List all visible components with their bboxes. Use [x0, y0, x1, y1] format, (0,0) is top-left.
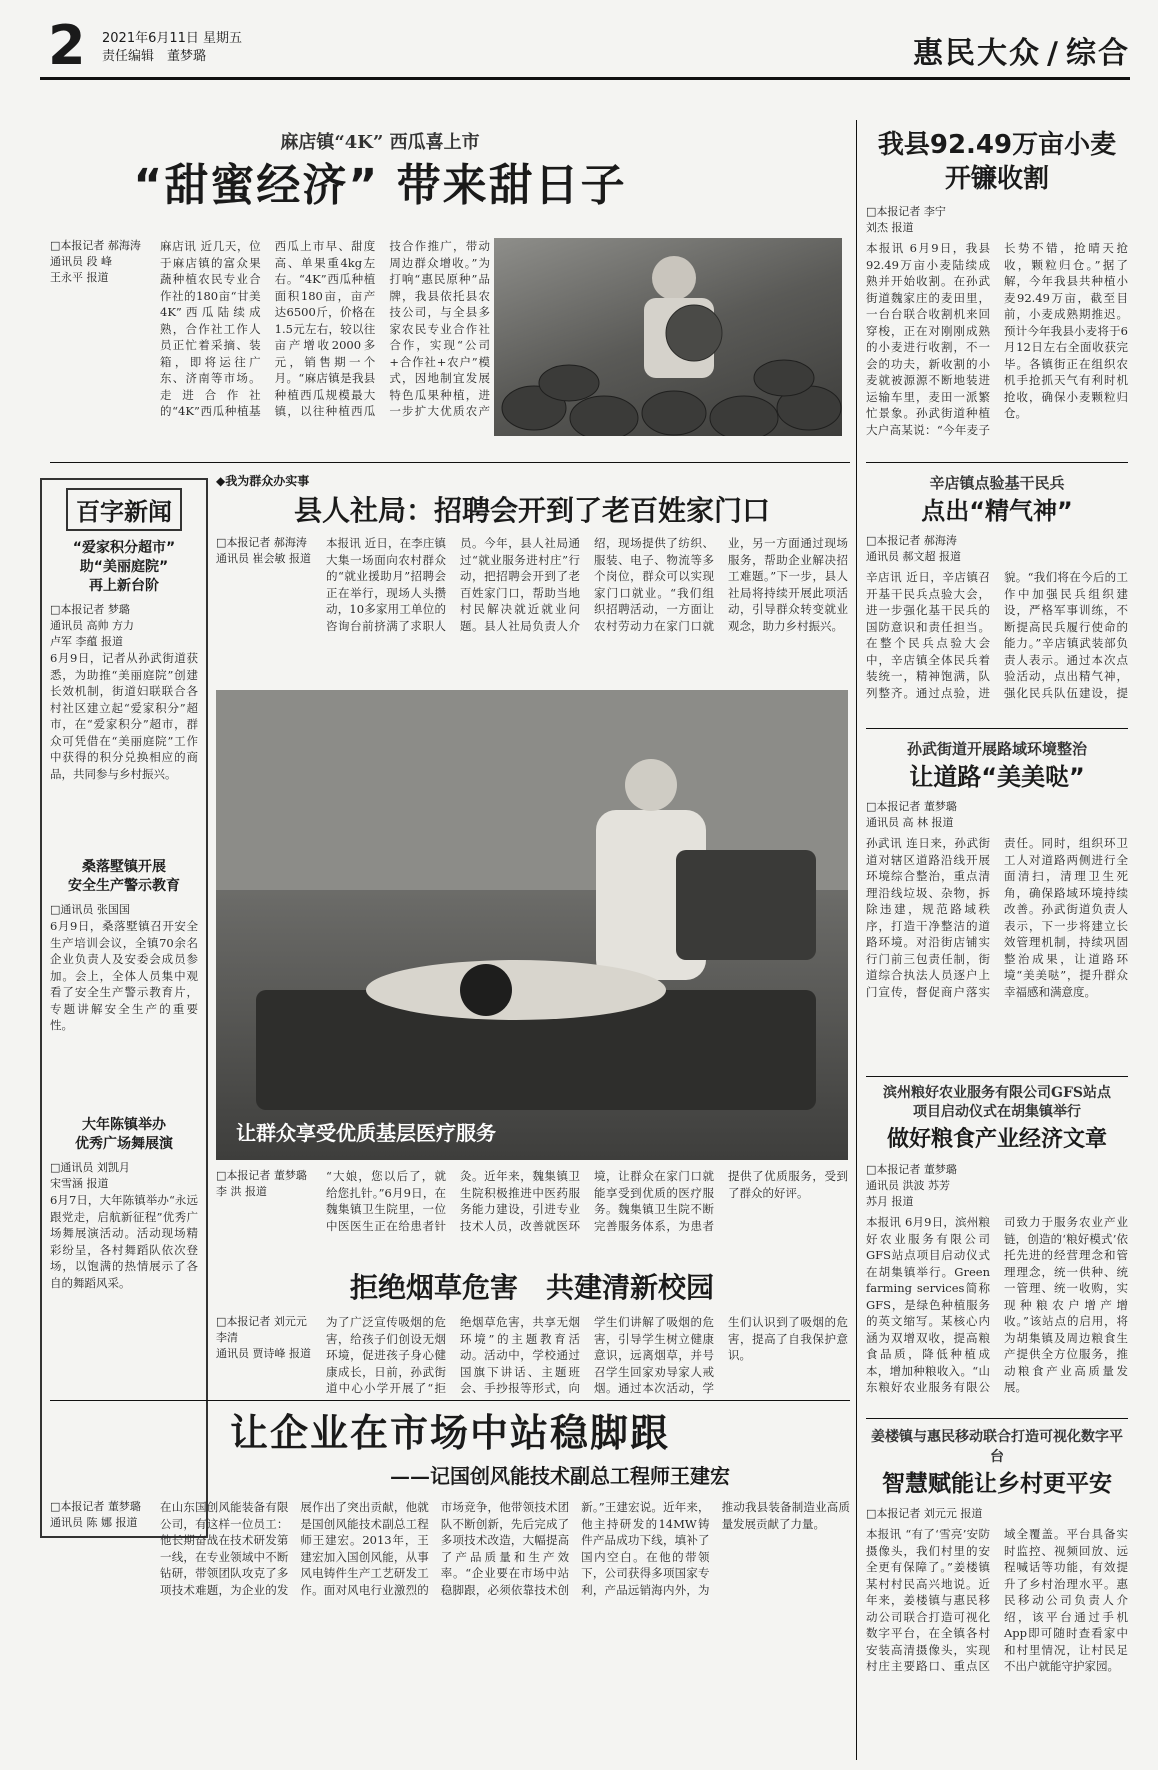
lead-body-wrap: [50, 238, 490, 418]
page-header: [40, 14, 1130, 80]
village-article: [866, 1426, 1128, 1770]
page-number: 2: [48, 14, 86, 77]
lead-byline: □本报记者 郝海涛 通讯员 段 峰 王永平 报道: [50, 239, 141, 284]
wheat-byline: □本报记者 李宁 刘杰 报道: [866, 205, 946, 234]
divider: [50, 462, 850, 463]
brief-title: 桑落墅镇开展 安全生产警示教育: [68, 859, 180, 894]
brief-item: [50, 858, 198, 1108]
section-name: 综合: [1066, 36, 1130, 71]
grain-article: [866, 1084, 1128, 1414]
watermelon-illustration: [494, 238, 842, 436]
jobfair-body: 本报讯 近日，在李庄镇大集一场面向农村群众的“就业援助月”招聘会正在举行，现场人头攒动，10多家用工单位的咨询台前挤满了求职人员。今年，县人社局通过“就业服务进村庄”行动，把招聘会开到了老百姓家门口，帮助当地村民解决就近就业问题。县人社局负责人介绍，现场提供了纺织、服装、电子、物流等多个岗位，群众可以实现家门口就业。“我们组织招聘活动，一方面让农村劳动力在家门口就业，另一方面通过现场服务，帮助企业解决招工难题。”下一步，县人社局将持续开展此项活动，引导群众转变就业观念，助力乡村振兴。: [326, 536, 848, 633]
profile-headline: 让企业在市场中站稳脚跟: [229, 1411, 670, 1455]
profile-body: 在山东国创风能装备有限公司，有这样一位员工：他长期奋战在技术研发第一线，在专业领域中不断钻研，带领团队攻克了多项技术难题，为企业的发展作出了突出贡献，他就是国创风能技术副总工程师王建宏。2013年，王建宏加入国创风能，从事风电铸件生产工艺研发工作。面对风电行业激烈的市场竞争，他带领技术团队不断创新，先后完成了多项技术改造，大幅提高了产品质量和生产效率。“企业要在市场中站稳脚跟，必须依靠技术创新。”王建宏说。近年来，他主持研发的14MW铸件产品成功下线，填补了国内空白。在他的带领下，公司获得多项国家专利，产品远销海内外，为推动我县装备制造业高质量发展贡献了力量。: [160, 1500, 850, 1597]
lead-article: [50, 128, 710, 212]
section-tag: ◆我为群众办实事: [216, 474, 310, 488]
jobfair-headline: 县人社局：招聘会开到了老百姓家门口: [293, 494, 770, 527]
smoking-byline: □本报记者 刘元元 李清 通讯员 贾诗峰 报道: [216, 1315, 311, 1360]
militia-body: 辛店讯 近日，辛店镇召开基干民兵点验大会，进一步强化基干民兵的国防意识和责任担当。在整个民兵点验大会中，辛店镇全体民兵着装统一，精神饱满，队列整齐。通过点验，进 貌。“我们将在今后的工作中加强民兵组织建设，严格军事训练，不断提高民兵履行使命的能力。”辛店镇武装部负责人表示。通过本次点验活动，点出精气神，强化民兵队伍建设，提: [866, 570, 1128, 700]
profile-article: [50, 1410, 850, 1735]
wheat-body: 本报讯 6月9日，我县92.49万亩小麦陆续成熟并开始收割。在孙武街道魏家庄的麦田里，一台台联合收割机来回穿梭，正在对刚刚成熟的小麦进行收割，不一会的功夫，新收割的小麦就被源源不断地装进运输车里，麦田一派繁忙景象。孙武街道种植大户高某说：“今年麦子长势不错，抢晴天抢收，颗粒归仓。”据了解，今年我县共种植小麦92.49万亩，截至目前，小麦成熟期推迟。预计今年我县小麦将于6月12日左右全面收获完毕。各镇街正在组织农机手抢抓天气有利时机抢收，确保小麦颗粒归仓。: [866, 241, 1128, 437]
lead-body: 麻店讯 近几天，位于麻店镇的富众果蔬种植农民专业合作社的180亩“甘美4K”西瓜陆续成熟，合作社工作人员正忙着采摘、装箱，即将运往广东、济南等市场。走进合作社的“4K”西瓜种植基 西瓜上市早、甜度高、单果重4kg左右。“4K”西瓜种植面积180亩，亩产达6500斤，价格在1.5元左右，较以往亩产增收2000多元，销售期一个月。“麻店镇是我县种植西瓜规模最大镇，以往种植西瓜 技合作推广，带动周边群众增收。”为打响“惠民原种”品牌，我县依托县农技公司，与全县多家农民专业合作社合作，实现“公司+合作社+农户”模式，因地制宜发展特色瓜果种植，进一步扩大优质农产: [160, 239, 490, 418]
militia-headline: 点出“精气神”: [921, 497, 1073, 525]
road-kicker: 孙武街道开展路域环境整治: [906, 740, 1087, 758]
divider: [866, 728, 1128, 729]
wheat-headline: 我县92.49万亩小麦 开镰收割: [877, 130, 1117, 194]
watermelon-photo: [494, 238, 842, 436]
brief-body: 6月9日，记者从孙武街道获悉，为助推“美丽庭院”创建长效机制，街道妇联联合各村社区建立起“爱家积分”超市，在“爱家积分”超市，群众可凭借在“美丽庭院”工作中获得的积分兑换相应的商品，共同参与乡村振兴。: [50, 651, 198, 781]
wheat-article: [866, 128, 1128, 454]
smoking-headline: 拒绝烟草危害 共建清新校园: [349, 1271, 714, 1304]
brand: 惠民大众 / 综合: [913, 36, 1130, 71]
clinic-photo: [216, 690, 848, 1160]
brief-item: [50, 539, 198, 850]
divider: [866, 1076, 1128, 1077]
clinic-byline: □本报记者 董梦璐 李 洪 报道: [216, 1169, 307, 1198]
road-body: 孙武讯 连日来，孙武街道对辖区道路沿线开展环境综合整治，重点清理沿线垃圾、杂物，拆除违建，规范路域秩序，打造干净整洁的道路环境。对沿街店铺实行门前三包责任制，街道综合执法人员逐户上门宣传，督促商户落实责任。同时，组织环卫工人对道路两侧进行全面清扫，清理卫生死角，确保路域环境持续改善。孙武街道负责人表示，下一步将建立长效管理机制，持续巩固整治成果，让道路环境“美美哒”，提升群众幸福感和满意度。: [866, 836, 1128, 999]
brand-name: 惠民大众: [913, 36, 1042, 71]
editor-credit: 责任编辑 董梦璐: [102, 49, 207, 64]
grain-kicker: 滨州粮好农业服务有限公司GFS站点 项目启动仪式在胡集镇举行: [882, 1085, 1111, 1120]
issue-date: 2021年6月11日 星期五: [102, 31, 243, 46]
village-kicker: 姜楼镇与惠民移动联合打造可视化数字平台: [871, 1429, 1123, 1465]
road-article: [866, 738, 1128, 1095]
brief-title: 大年陈镇举办 优秀广场舞展演: [75, 1117, 173, 1152]
sidebar-box: [40, 478, 208, 1538]
village-byline: □本报记者 刘元元 报道: [866, 1507, 983, 1520]
brief-byline: □本报记者 梦璐 通讯员 高帅 方力 卢军 李蕴 报道: [50, 603, 134, 648]
brief-byline: □通讯员 刘凯月 宋雪涵 报道: [50, 1161, 130, 1190]
smoking-body: 为了广泛宣传吸烟的危害，给孩子们创设无烟环境，促进孩子身心健康成长，日前，孙武街道中心小学开展了“拒绝烟草危害，共享无烟环境”的主题教育活动。活动中，学校通过国旗下讲话、主题班会、手抄报等形式，向学生们讲解了吸烟的危害，引导学生树立健康意识，远离烟草，并号召学生回家劝导家人戒烟。通过本次活动，学生们认识到了吸烟的危害，提高了自我保护意识。: [326, 1315, 848, 1395]
grain-body: 本报讯 6月9日，滨州粮好农业服务有限公司GFS站点项目启动仪式在胡集镇举行。Green farming services简称GFS，是绿色种植服务的英文缩写。某核心内涵为双增双收，提高粮食品质，降低种植成本，增加种粮收入。“山东粮好农业服务有限公司致力于服务农业产业链，创造的‘粮好模式’依托先进的经营理念和管理理念，统一供种、统一管理、统一收购，实现种粮农户增产增收。”该站点的启用，将为胡集镇及周边粮食生产提供全方位服务，推动粮食产业高质量发展。: [866, 1215, 1128, 1394]
brief-body: 6月7日，大年陈镇举办“永远跟党走，启航新征程”优秀广场舞展演活动。活动现场精彩纷呈，各村舞蹈队依次登场，以饱满的热情展示了各自的舞蹈风采。: [50, 1193, 198, 1290]
lead-headline: “甜蜜经济” 带来甜日子: [133, 160, 627, 211]
jobfair-article: [216, 472, 848, 655]
clinic-illustration: [216, 690, 848, 1160]
profile-byline: □本报记者 董梦璐 通讯员 陈 娜 报道: [50, 1500, 141, 1529]
column-rule: [856, 120, 857, 1760]
clinic-body: “大娘，您以后了，就给您扎针。”6月9日，在魏集镇卫生院里，一位中医医生正在给患者针灸。近年来，魏集镇卫生院积极推进中医药服务能力建设，引进专业技术人员，改善就医环境，让群众在家门口就能享受到优质的医疗服务。魏集镇卫生院不断完善服务体系，为患者提供了优质服务，受到了群众的好评。: [326, 1169, 848, 1233]
grain-headline: 做好粮食产业经济文章: [886, 1127, 1107, 1152]
brief-byline: □通讯员 张国国: [50, 903, 130, 916]
jobfair-byline: □本报记者 郝海涛 通讯员 崔会敏 报道: [216, 536, 311, 565]
brief-news-logo: 百字新闻: [66, 488, 182, 531]
brief-title: “爱家积分超市” 助“美丽庭院” 再上新台阶: [72, 540, 176, 594]
header-meta: [102, 30, 242, 66]
lead-kicker: 麻店镇“4K” 西瓜喜上市: [280, 132, 480, 153]
militia-kicker: 辛店镇点验基干民兵: [929, 474, 1065, 492]
brief-body: 6月9日，桑落墅镇召开安全生产培训会议，全镇70余名企业负责人及安委会成员参加。会上，全体人员集中观看了安全生产警示教育片，专题讲解安全生产的重要性。: [50, 919, 198, 1032]
grain-byline: □本报记者 董梦璐 通讯员 洪波 苏芳 苏月 报道: [866, 1163, 957, 1208]
village-body: 本报讯 “有了‘雪亮’安防摄像头，我们村里的安全更有保障了。”姜楼镇某村村民高兴地说。近年来，姜楼镇与惠民移动公司联合打造可视化数字平台，在全镇各村安装高清摄像头，实现村庄主要路口、重点区域全覆盖。平台具备实时监控、视频回放、远程喊话等功能，有效提升了乡村治理水平。惠民移动公司负责人介绍，该平台通过手机App即可随时查看家中和村里情况，让村民足不出户就能守护家园。: [866, 1527, 1128, 1673]
road-byline: □本报记者 董梦璐 通讯员 高 林 报道: [866, 800, 957, 829]
divider: [866, 1418, 1128, 1419]
militia-byline: □本报记者 郝海涛 通讯员 郝文超 报道: [866, 534, 961, 563]
road-headline: 让道路“美美哒”: [909, 763, 1085, 791]
divider: [866, 462, 1128, 463]
brief-news-sidebar: [40, 478, 208, 1538]
militia-article: [866, 472, 1128, 703]
brief-item: [50, 1116, 198, 1382]
profile-subtitle: ——记国创风能技术副总工程师王建宏: [390, 1464, 730, 1488]
clinic-article: [216, 1168, 848, 1260]
village-headline: 智慧赋能让乡村更平安: [882, 1471, 1112, 1497]
clinic-photo-caption: 让群众享受优质基层医疗服务: [236, 1121, 496, 1145]
divider: [50, 1400, 850, 1401]
